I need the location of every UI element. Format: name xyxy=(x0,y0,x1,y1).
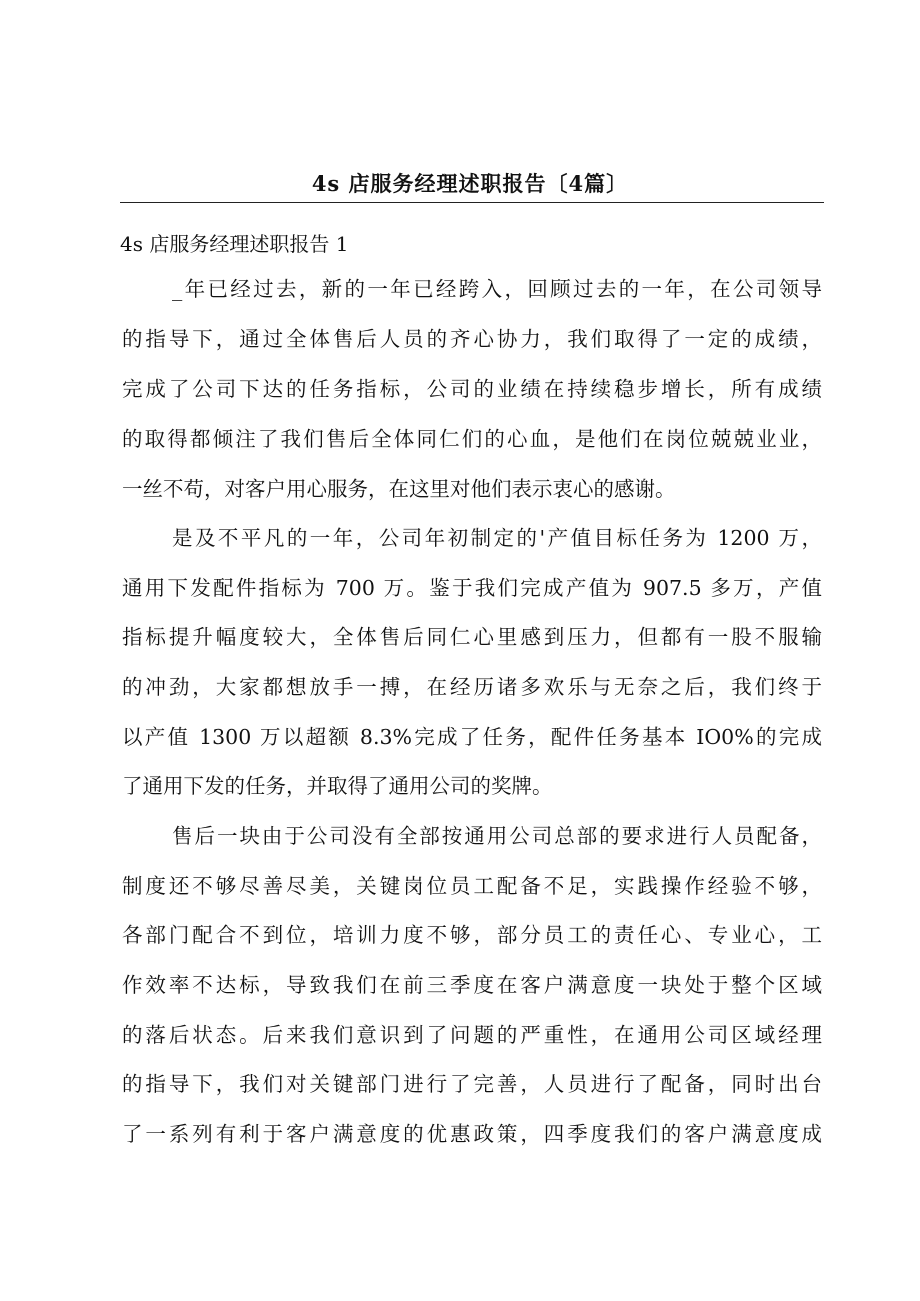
paragraph-3-line-3: 各部门配合不到位，培训力度不够，部分员工的责任心、专业心，工 xyxy=(122,923,822,947)
paragraph-2-line-6: 了通用下发的任务，并取得了通用公司的奖牌。 xyxy=(122,774,553,798)
paragraph-3-line-5: 的落后状态。后来我们意识到了问题的严重性，在通用公司区域经理 xyxy=(122,1023,822,1047)
paragraph-2-line-5: 以产值 1300 万以超额 8.3%完成了任务，配件任务基本 IO0%的完成 xyxy=(122,725,822,749)
paragraph-1-line-2: 的指导下，通过全体售后人员的齐心协力，我们取得了一定的成绩， xyxy=(122,327,822,351)
document-title: 4s 店服务经理述职报告〔4篇〕 xyxy=(311,171,629,196)
paragraph-3-line-1: 售后一块由于公司没有全部按通用公司总部的要求进行人员配备， xyxy=(172,824,822,848)
paragraph-3-line-7: 了一系列有利于客户满意度的优惠政策，四季度我们的客户满意度成 xyxy=(122,1122,822,1146)
paragraph-2-line-1: 是及不平凡的一年，公司年初制定的'产值目标任务为 1200 万， xyxy=(172,526,822,550)
paragraph-1-line-4: 的取得都倾注了我们售后全体同仁们的心血，是他们在岗位兢兢业业， xyxy=(122,427,822,451)
section-heading: 4s 店服务经理述职报告 1 xyxy=(120,232,349,256)
paragraph-2-line-2: 通用下发配件指标为 700 万。鉴于我们完成产值为 907.5 多万，产值 xyxy=(122,576,822,600)
paragraph-1-line-5: 一丝不苟，对客户用心服务，在这里对他们表示衷心的感谢。 xyxy=(122,477,676,501)
paragraph-3-line-2: 制度还不够尽善尽美，关键岗位员工配备不足，实践操作经验不够， xyxy=(122,874,822,898)
title-divider xyxy=(120,202,824,203)
paragraph-1-line-3: 完成了公司下达的任务指标，公司的业绩在持续稳步增长，所有成绩 xyxy=(122,377,822,401)
paragraph-3-line-6: 的指导下，我们对关键部门进行了完善，人员进行了配备，同时出台 xyxy=(122,1072,822,1096)
paragraph-2-line-3: 指标提升幅度较大，全体售后同仁心里感到压力，但都有一股不服输 xyxy=(122,625,822,649)
paragraph-2-line-4: 的冲劲，大家都想放手一搏，在经历诸多欢乐与无奈之后，我们终于 xyxy=(122,675,822,699)
paragraph-1-line-1: _年已经过去，新的一年已经跨入，回顾过去的一年，在公司领导 xyxy=(172,277,822,301)
paragraph-3-line-4: 作效率不达标，导致我们在前三季度在客户满意度一块处于整个区域 xyxy=(122,973,822,997)
